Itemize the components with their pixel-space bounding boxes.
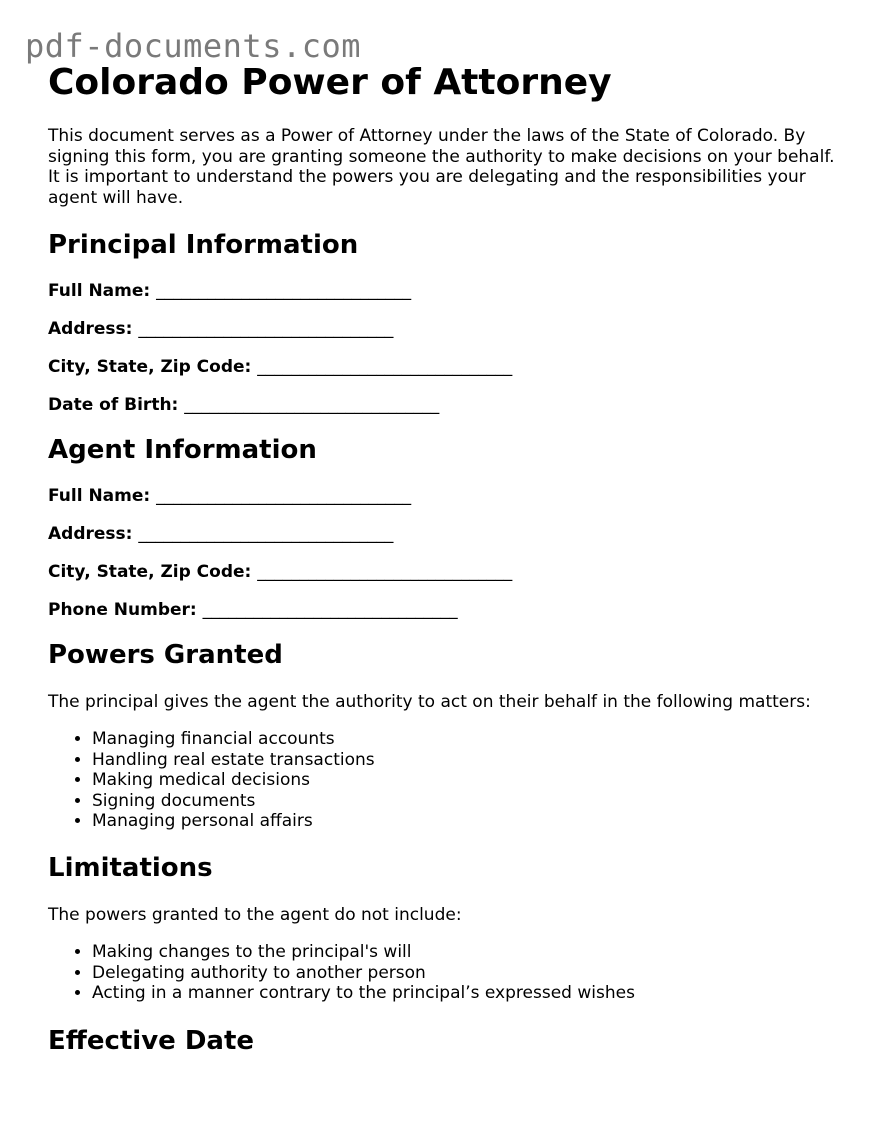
powers-list xyxy=(48,729,848,832)
watermark: pdf-documents.com xyxy=(25,27,362,65)
fill-line[interactable]: ______________________________ xyxy=(184,395,440,415)
limitations-list xyxy=(48,942,848,1004)
field-label: Full Name: xyxy=(48,281,151,301)
effective-date-heading: Effective Date xyxy=(48,1025,255,1056)
principal-heading: Principal Information xyxy=(48,230,359,260)
list-item: • Managing personal affairs xyxy=(92,811,848,832)
field-label: Date of Birth: xyxy=(48,395,179,415)
principal-address-field[interactable] xyxy=(48,319,848,339)
field-label: Phone Number: xyxy=(48,600,197,620)
list-item: • Signing documents xyxy=(92,791,848,812)
agent-heading: Agent Information xyxy=(48,435,317,465)
list-item: • Handling real estate transactions xyxy=(92,750,848,771)
list-item: • Making medical decisions xyxy=(92,770,848,791)
field-label: City, State, Zip Code: xyxy=(48,562,252,582)
fill-line[interactable]: ______________________________ xyxy=(138,524,394,544)
principal-full-name-field[interactable] xyxy=(48,281,848,301)
agent-phone-number-field[interactable] xyxy=(48,600,848,620)
fill-line[interactable]: ______________________________ xyxy=(156,281,412,301)
agent-address-field[interactable] xyxy=(48,524,848,544)
powers-heading: Powers Granted xyxy=(48,640,283,670)
fill-line[interactable]: ______________________________ xyxy=(138,319,394,339)
document-page xyxy=(48,60,848,1057)
field-label: Full Name: xyxy=(48,486,151,506)
fill-line[interactable]: ______________________________ xyxy=(202,600,458,620)
field-label: Address: xyxy=(48,319,133,339)
fill-line[interactable]: ______________________________ xyxy=(257,562,513,582)
fill-line[interactable]: ______________________________ xyxy=(156,486,412,506)
list-item: • Making changes to the principal's will xyxy=(92,942,848,963)
agent-city-state-zip-field[interactable] xyxy=(48,562,848,582)
agent-full-name-field[interactable] xyxy=(48,486,848,506)
list-item: • Delegating authority to another person xyxy=(92,963,848,984)
principal-date-of-birth-field[interactable] xyxy=(48,395,848,415)
limitations-intro: The powers granted to the agent do not include: xyxy=(48,904,462,925)
field-label: Address: xyxy=(48,524,133,544)
field-label: City, State, Zip Code: xyxy=(48,357,252,377)
list-item: • Acting in a manner contrary to the principal’s expressed wishes xyxy=(92,983,848,1004)
intro-paragraph: This document serves as a Power of Attorney under the laws of the State of Colorado. By signing this form, you are granting someone the authority to make decisions on your behalf. It is important to understand the powers you are delegating and the responsibilities your agent will have. xyxy=(48,126,835,208)
limitations-heading: Limitations xyxy=(48,852,213,883)
powers-intro: The principal gives the agent the authority to act on their behalf in the following matters: xyxy=(48,692,811,712)
fill-line[interactable]: ______________________________ xyxy=(257,357,513,377)
document-title: Colorado Power of Attorney xyxy=(48,62,612,103)
list-item: • Managing financial accounts xyxy=(92,729,848,750)
principal-city-state-zip-field[interactable] xyxy=(48,357,848,377)
